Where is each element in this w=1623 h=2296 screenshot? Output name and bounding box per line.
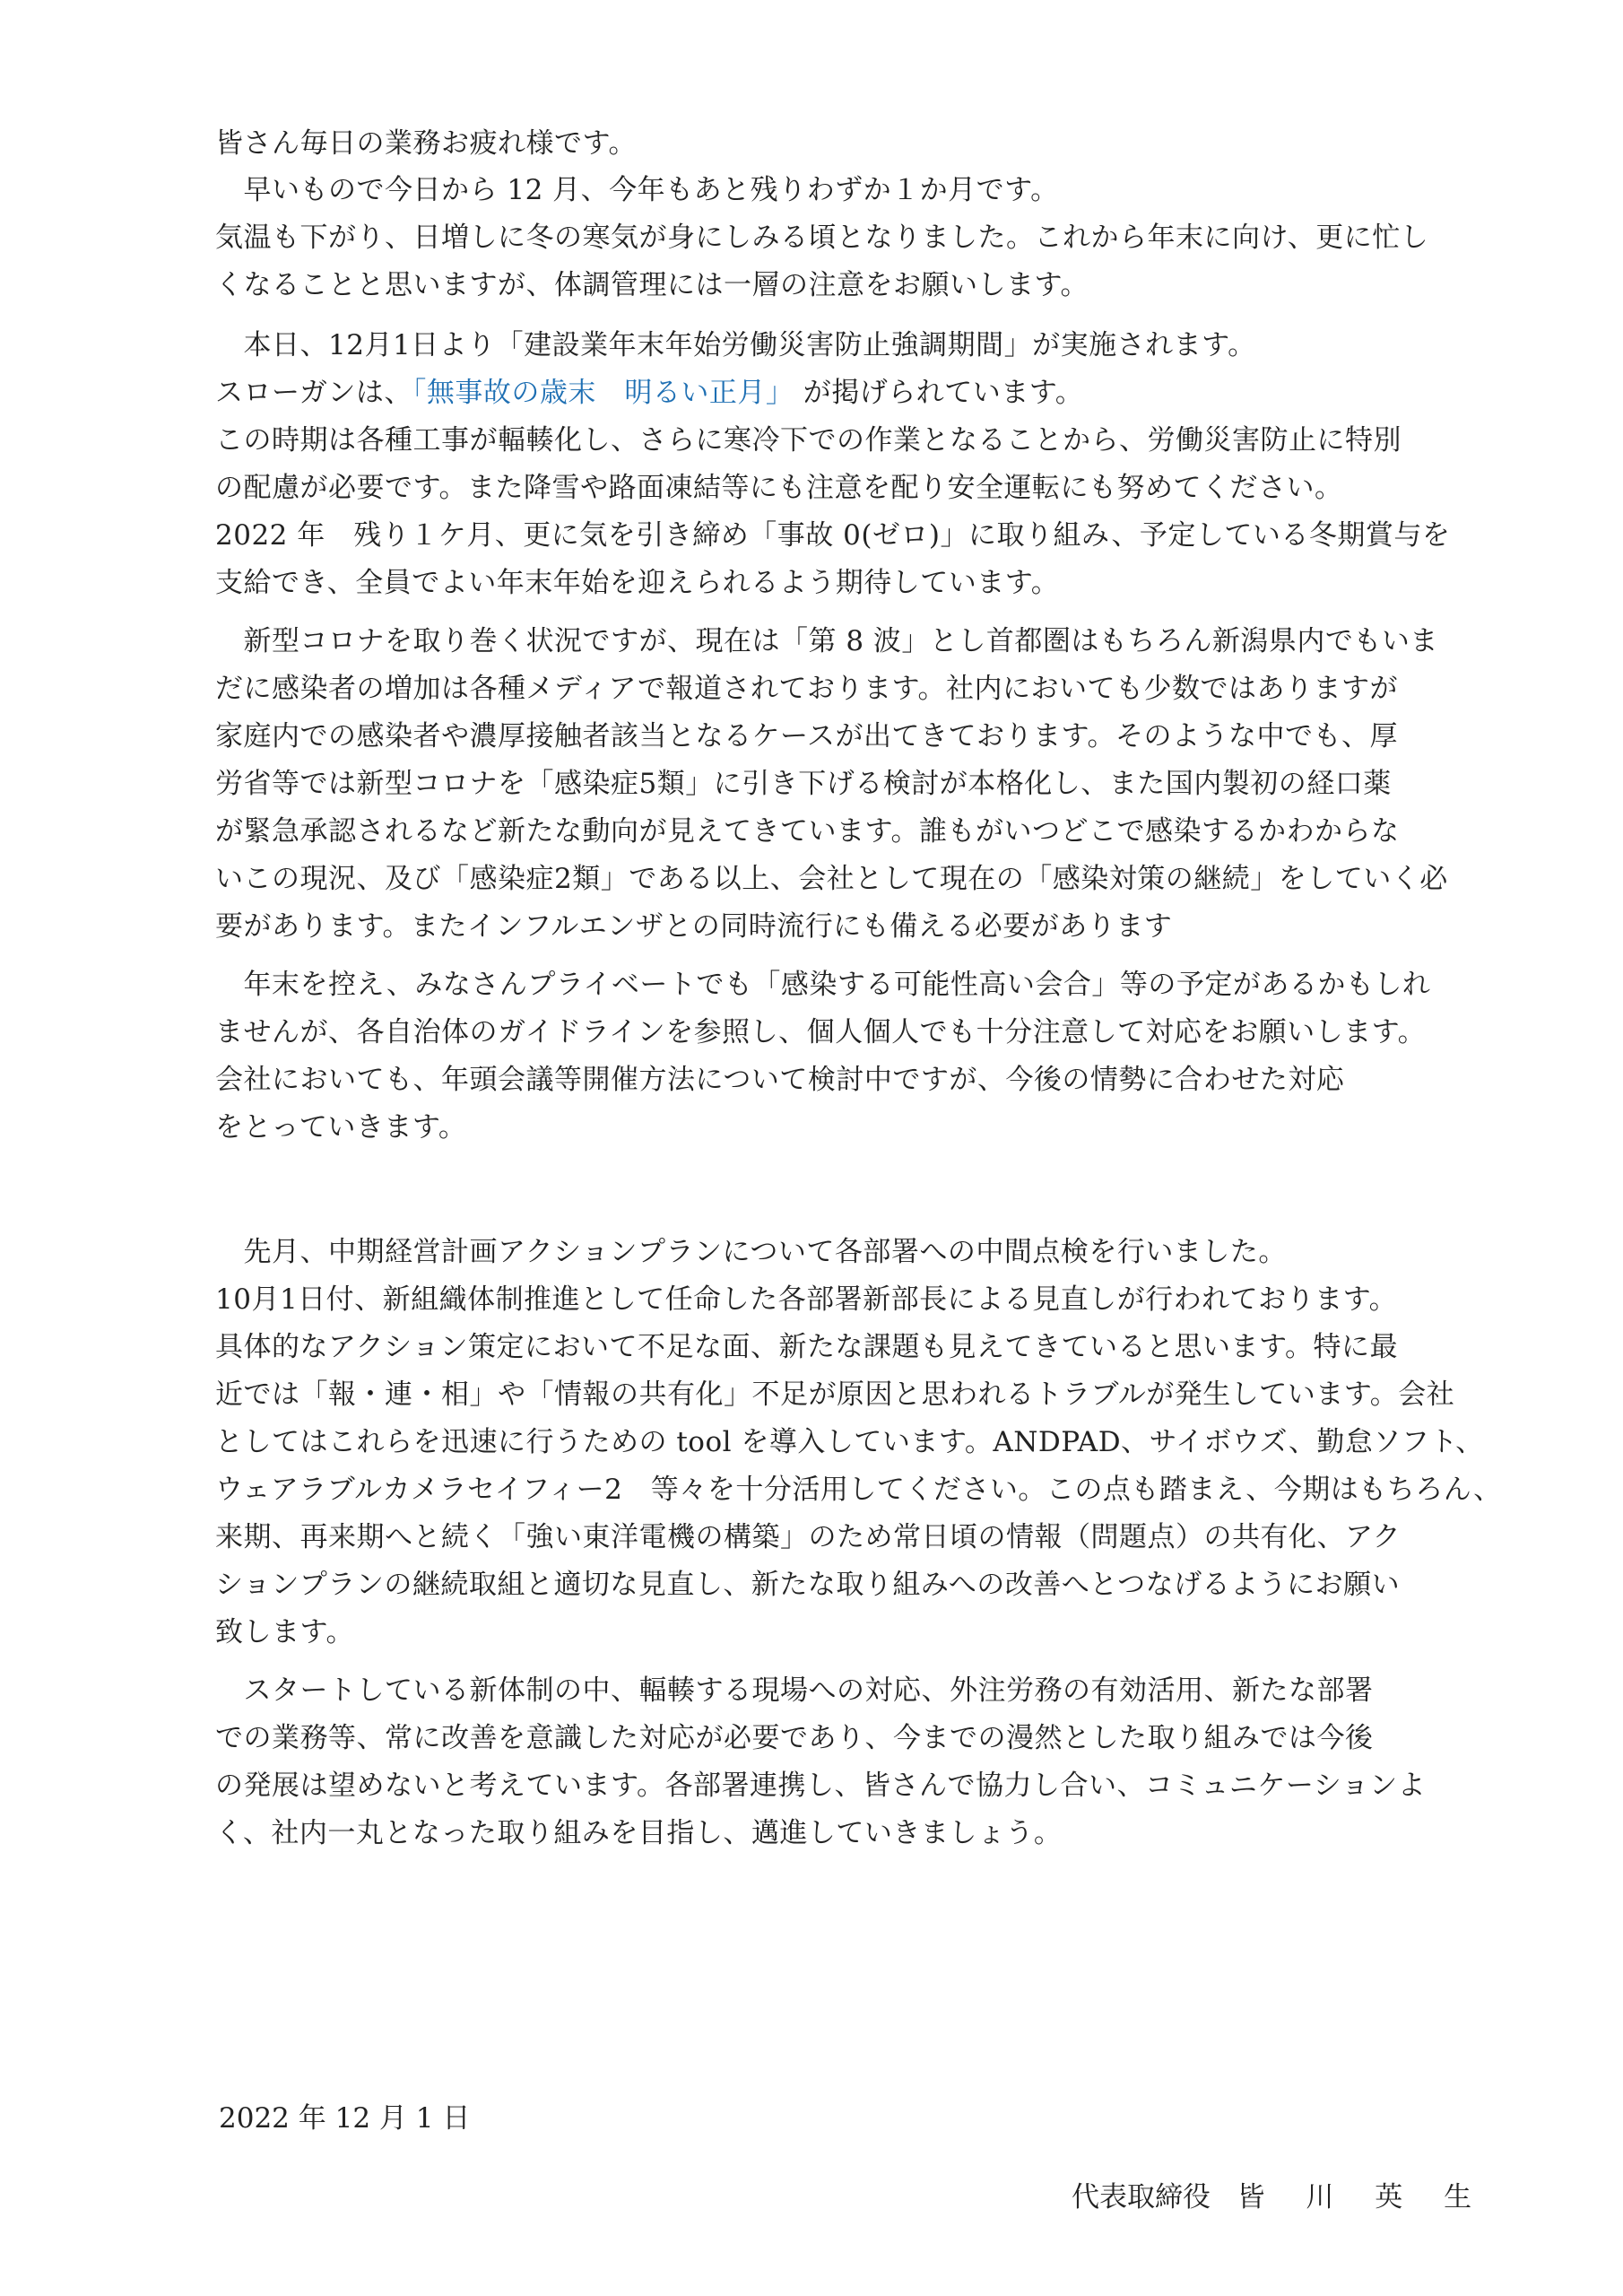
letter-line: 会社においても、年頭会議等開催方法について検討中ですが、今後の情勢に合わせた対応 xyxy=(215,1064,1345,1096)
letter-line: の配慮が必要です。また降雪や路面凍結等にも注意を配り安全運転にも努めてください。 xyxy=(215,472,1343,504)
letter-line: スタートしている新体制の中、輻輳する現場への対応、外注労務の有効活用、新たな部署 xyxy=(215,1674,1374,1707)
letter-line: いこの現況、及び「感染症2類」である以上、会社として現在の「感染対策の継続」をしていく必 xyxy=(215,863,1448,895)
letter-line: ションプランの継続取組と適切な見直し、新たな取り組みへの改善へとつなげるようにお願い xyxy=(215,1569,1401,1601)
letter-line: 新型コロナを取り巻く状況ですが、現在は「第 8 波」とし首都圏はもちろん新潟県内でもいま xyxy=(215,625,1438,657)
letter-line: 先月、中期経営計画アクションプランについて各部署への中間点検を行いました。 xyxy=(215,1236,1287,1268)
letter-line: 早いもので今日から 12 月、今年もあと残りわずか１か月です。 xyxy=(215,174,1059,206)
signature xyxy=(1072,2179,1488,2215)
letter-line: だに感染者の増加は各種メディアで報道されております。社内においても少数ではありますが xyxy=(215,673,1398,705)
letter-line: くなることと思いますが、体調管理には一層の注意をお願いします。 xyxy=(215,269,1089,301)
letter-line: 10月1日付、新組織体制推進として任命した各部署新部長による見直しが行われております。 xyxy=(215,1283,1398,1316)
letter-line: 家庭内での感染者や濃厚接触者該当となるケースが出てきております。そのような中でも、厚 xyxy=(215,720,1398,752)
letter-line: が緊急承認されるなど新たな動向が見えてきています。誰もがいつどこで感染するかわからな xyxy=(215,815,1400,848)
letter-line: 具体的なアクション策定において不足な面、新たな課題も見えてきていると思います。特に最 xyxy=(215,1331,1398,1363)
letter-line: 労省等では新型コロナを「感染症5類」に引き下げる検討が本格化し、また国内製初の経口薬 xyxy=(215,768,1392,800)
letter-line: 気温も下がり、日増しに冬の寒気が身にしみる頃となりました。これから年末に向け、更に忙し xyxy=(215,222,1429,254)
letter-line: での業務等、常に改善を意識した対応が必要であり、今までの漫然とした取り組みでは今後 xyxy=(215,1722,1374,1754)
letter-date: 2022 年 12 月 1 日 xyxy=(219,2102,471,2135)
letter-line: 致します。 xyxy=(215,1616,355,1648)
letter-line: をとっていきます。 xyxy=(215,1111,467,1144)
letter-line: ませんが、各自治体のガイドラインを参照し、個人個人でも十分注意して対応をお願いします。 xyxy=(215,1016,1427,1048)
letter-line: 2022 年 残り１ケ月、更に気を引き締め「事故 0(ゼロ)」に取り組み、予定している冬期賞与を xyxy=(215,519,1451,552)
letter-line: 近では「報・連・相」や「情報の共有化」不足が原因と思われるトラブルが発生しています。会社 xyxy=(215,1378,1455,1411)
signature-title: 代表取締役 xyxy=(1072,2181,1211,2213)
letter-line: ウェアラブルカメラセイフィー2 等々を十分活用してください。この点も踏まえ、今期はもちろん、 xyxy=(215,1474,1502,1506)
letter-line: 要があります。またインフルエンザとの同時流行にも備える必要があります xyxy=(215,910,1173,943)
signature-name: 皆 川 英 生 xyxy=(1237,2181,1488,2213)
letter-line: 来期、再来期へと続く「強い東洋電機の構築」のため常日頃の情報（問題点）の共有化、アク xyxy=(215,1521,1402,1553)
letter-line: 年末を控え、みなさんプライベートでも「感染する可能性高い会合」等の予定があるかもしれ xyxy=(215,969,1431,1001)
letter-line: く、社内一丸となった取り組みを目指し、邁進していきましょう。 xyxy=(215,1817,1063,1849)
letter-line: の発展は望めないと考えています。各部署連携し、皆さんで協力し合い、コミュニケーションよ xyxy=(215,1770,1427,1802)
letter-line: 皆さん毎日の業務お疲れ様です。 xyxy=(215,127,638,160)
letter-line: としてはこれらを迅速に行うための tool を導入しています。ANDPAD、サイボウズ、勤怠ソフト、 xyxy=(215,1426,1484,1458)
letter-line: この時期は各種工事が輻輳化し、さらに寒冷下での作業となることから、労働災害防止に特別 xyxy=(215,424,1402,457)
slogan-trail: が掲げられています。 xyxy=(794,377,1084,409)
letter-line: 支給でき、全員でよい年末年始を迎えられるよう期待しています。 xyxy=(215,567,1060,599)
slogan-lead: スローガンは、 xyxy=(215,377,412,409)
letter-line: 本日、12月1日より「建設業年末年始労働災害防止強調期間」が実施されます。 xyxy=(215,329,1256,361)
slogan-highlight: 「無事故の歳末 明るい正月」 xyxy=(412,377,794,409)
letter-line xyxy=(215,375,1083,411)
